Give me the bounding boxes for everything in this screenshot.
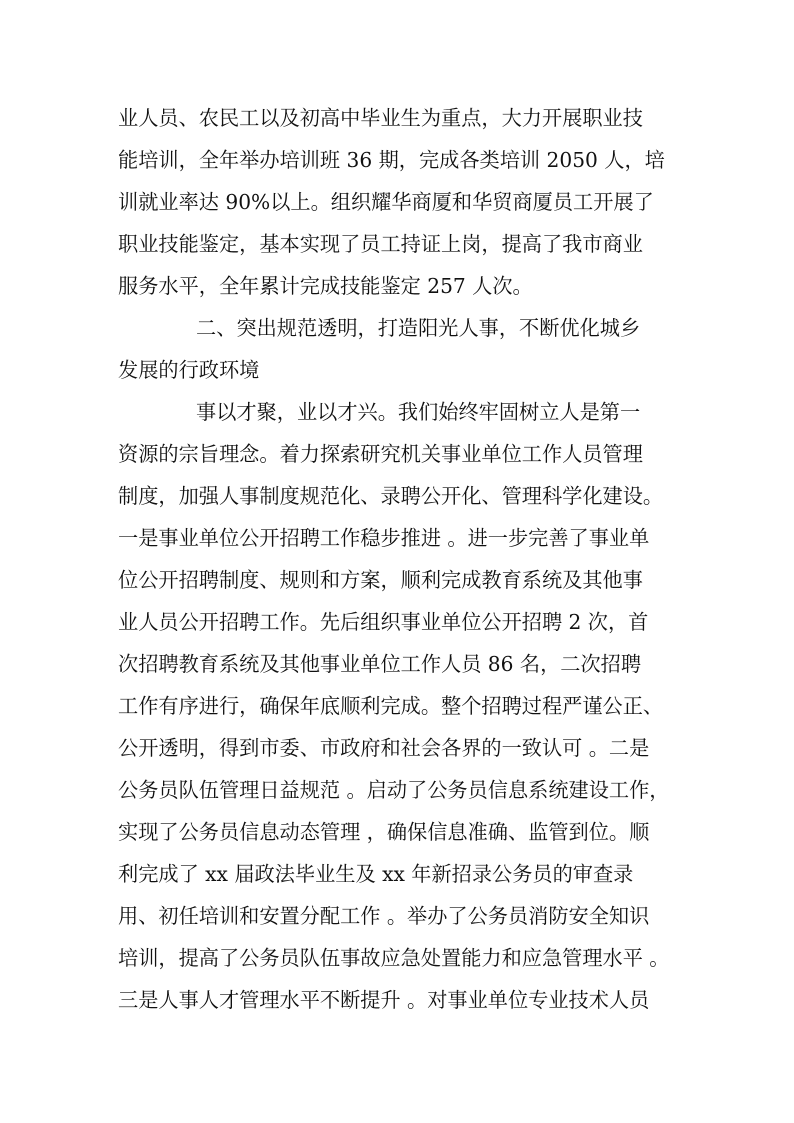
body-text-line: 业人员、农民工以及初高中毕业生为重点，大力开展职业技 [118,106,643,130]
body-text-line: 公开透明，得到市委、市政府和社会各界的一致认可 。二是 [118,736,650,760]
body-text-line: 职业技能鉴定，基本实现了员工持证上岗，提高了我市商业 [118,232,643,256]
body-text-line: 业人员公开招聘工作。先后组织事业单位公开招聘 2 次，首 [118,610,649,634]
body-text-line: 能培训，全年举办培训班 36 期，完成各类培训 2050 人，培 [118,148,665,172]
body-text-line: 实现了公务员信息动态管理 ，确保信息准确、监管到位。顺 [118,820,650,844]
section-heading-line: 发展的行政环境 [118,358,260,382]
body-text-line: 一是事业单位公开招聘工作稳步推进 。进一步完善了事业单 [118,526,650,550]
paragraph-first-line: 事以才聚，业以才兴。我们始终牢固树立人是第一 [196,400,641,424]
body-text-line: 利完成了 xx 届政法毕业生及 xx 年新招录公务员的审查录 [118,862,634,886]
body-text-line: 位公开招聘制度、规则和方案，顺利完成教育系统及其他事 [118,568,643,592]
body-text-line: 培训，提高了公务员队伍事故应急处置能力和应急管理水平 。 [118,946,670,970]
body-text-line: 次招聘教育系统及其他事业单位工作人员 86 名，二次招聘 [118,652,642,676]
body-text-line: 用、初任培训和安置分配工作 。举办了公务员消防安全知识 [118,904,650,928]
body-text-line: 三是人事人才管理水平不断提升 。对事业单位专业技术人员 [118,988,650,1012]
body-text-line: 服务水平，全年累计完成技能鉴定 257 人次。 [118,274,533,298]
body-text-line: 工作有序进行，确保年底顺利完成。整个招聘过程严谨公正、 [118,694,664,718]
body-text-line: 资源的宗旨理念。着力探索研究机关事业单位工作人员管理 [118,442,643,466]
body-text-line: 制度，加强人事制度规范化、录聘公开化、管理科学化建设。 [118,484,664,508]
body-text-line: 公务员队伍管理日益规范 。启动了公务员信息系统建设工作， [118,778,670,802]
section-heading-line: 二、突出规范透明，打造阳光人事，不断优化城乡 [196,316,641,340]
body-text-line: 训就业率达 90%以上。组织耀华商厦和华贸商厦员工开展了 [118,190,654,214]
